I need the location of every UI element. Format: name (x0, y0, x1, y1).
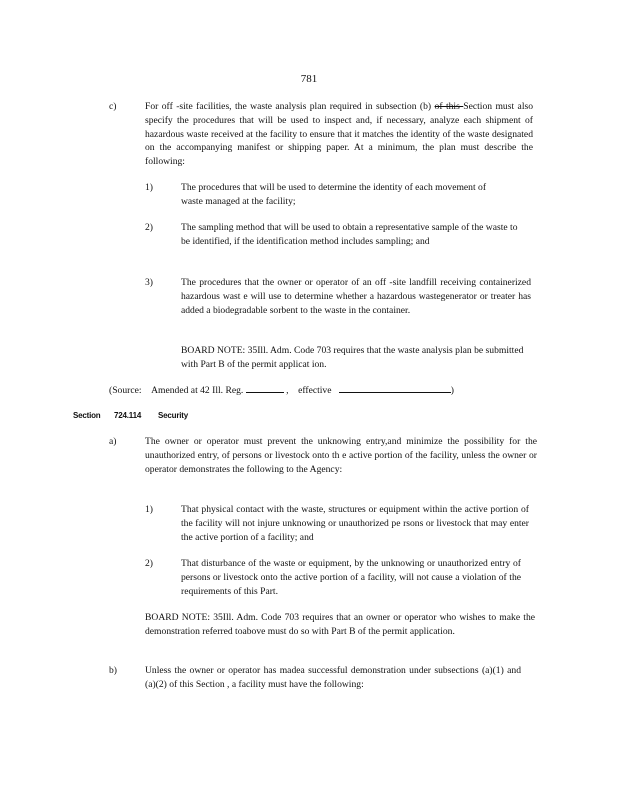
subsection-b-label: b) (109, 665, 117, 676)
subsection-a-label: a) (109, 436, 117, 447)
item-c1-label: 1) (145, 182, 153, 193)
item-a1-label: 1) (145, 504, 153, 515)
subsection-c-text (145, 100, 533, 169)
item-c3-label: 3) (145, 277, 153, 288)
subsection-c-label: c) (109, 101, 117, 112)
struck-text: of this (434, 101, 464, 112)
subsection-a-text: The owner or operator must prevent the unknowing entry,and minimize the possibility for the unauthorized entry, of persons or livestock onto th e active portion of the facility, unless the owner or operator demonstrates the following to the Agency: (145, 436, 537, 475)
source-amended: Amended at 42 Ill. Reg. (151, 385, 244, 396)
item-c3-text: The procedures that the owner or operator of an off -site landfill receiving containerized hazardous wast e will use to determine whether a hazardous wastegenerator or treater has added a biodegradable sorbent to the waste in the container. (181, 277, 531, 316)
item-c2-label: 2) (145, 222, 153, 233)
subsection-b-text: Unless the owner or operator has madea successful demonstration under subsections (a)(1) and (a)(2) of this Section , a facility must have the following: (145, 665, 521, 690)
page-number: 781 (300, 73, 318, 85)
source-prefix: (Source: (109, 385, 142, 396)
source-effective: effective (298, 385, 332, 396)
effective-date-blank (339, 383, 451, 393)
section-number: 724.114 (114, 411, 142, 420)
section-title: Security (158, 411, 188, 420)
item-a2-text: That disturbance of the waste or equipment, by the unknowing or unauthorized entry of persons or livestock onto the active portion of a facility, will not cause a violation of the requirements of this Part. (181, 558, 521, 597)
source-note (109, 383, 529, 398)
board-note-a: BOARD NOTE: 35Ill. Adm. Code 703 requires that an owner or operator who wishes to make the demonstration referred toabove must do so with Part B of the permit application. (145, 612, 535, 637)
item-a1-text: That physical contact with the waste, structures or equipment within the active portion of the facility will not injure unknowing or unauthorized pe rsons or livestock that may enter the active portion of a facility; and (181, 504, 529, 543)
item-c2-text: The sampling method that will be used to obtain a representative sample of the waste to be identified, if the identification method includes sampling; and (181, 222, 518, 247)
board-note-c: BOARD NOTE: 35Ill. Adm. Code 703 requires that the waste analysis plan be submitted with Part B of the permit applicat ion. (181, 345, 524, 370)
subsection-c-text-after: Section must also specify the procedures that will be used to inspect and, if necessary, analyze each shipment of hazardous waste received at the facility to ensure that it matches the identity of the waste designated on the accompanying manifest or shipping paper. At a minimum, the plan must describe the following: (145, 101, 534, 168)
source-close: ) (450, 385, 454, 396)
section-word: Section (73, 411, 101, 420)
subsection-c-text-before: For off -site facilities, the waste analysis plan required in subsection (b) (145, 101, 435, 112)
item-c1-text: The procedures that will be used to determine the identity of each movement of waste managed at the facility; (181, 182, 487, 207)
source-comma: , (286, 385, 289, 396)
item-a2-label: 2) (145, 558, 153, 569)
register-page-blank (246, 383, 284, 393)
